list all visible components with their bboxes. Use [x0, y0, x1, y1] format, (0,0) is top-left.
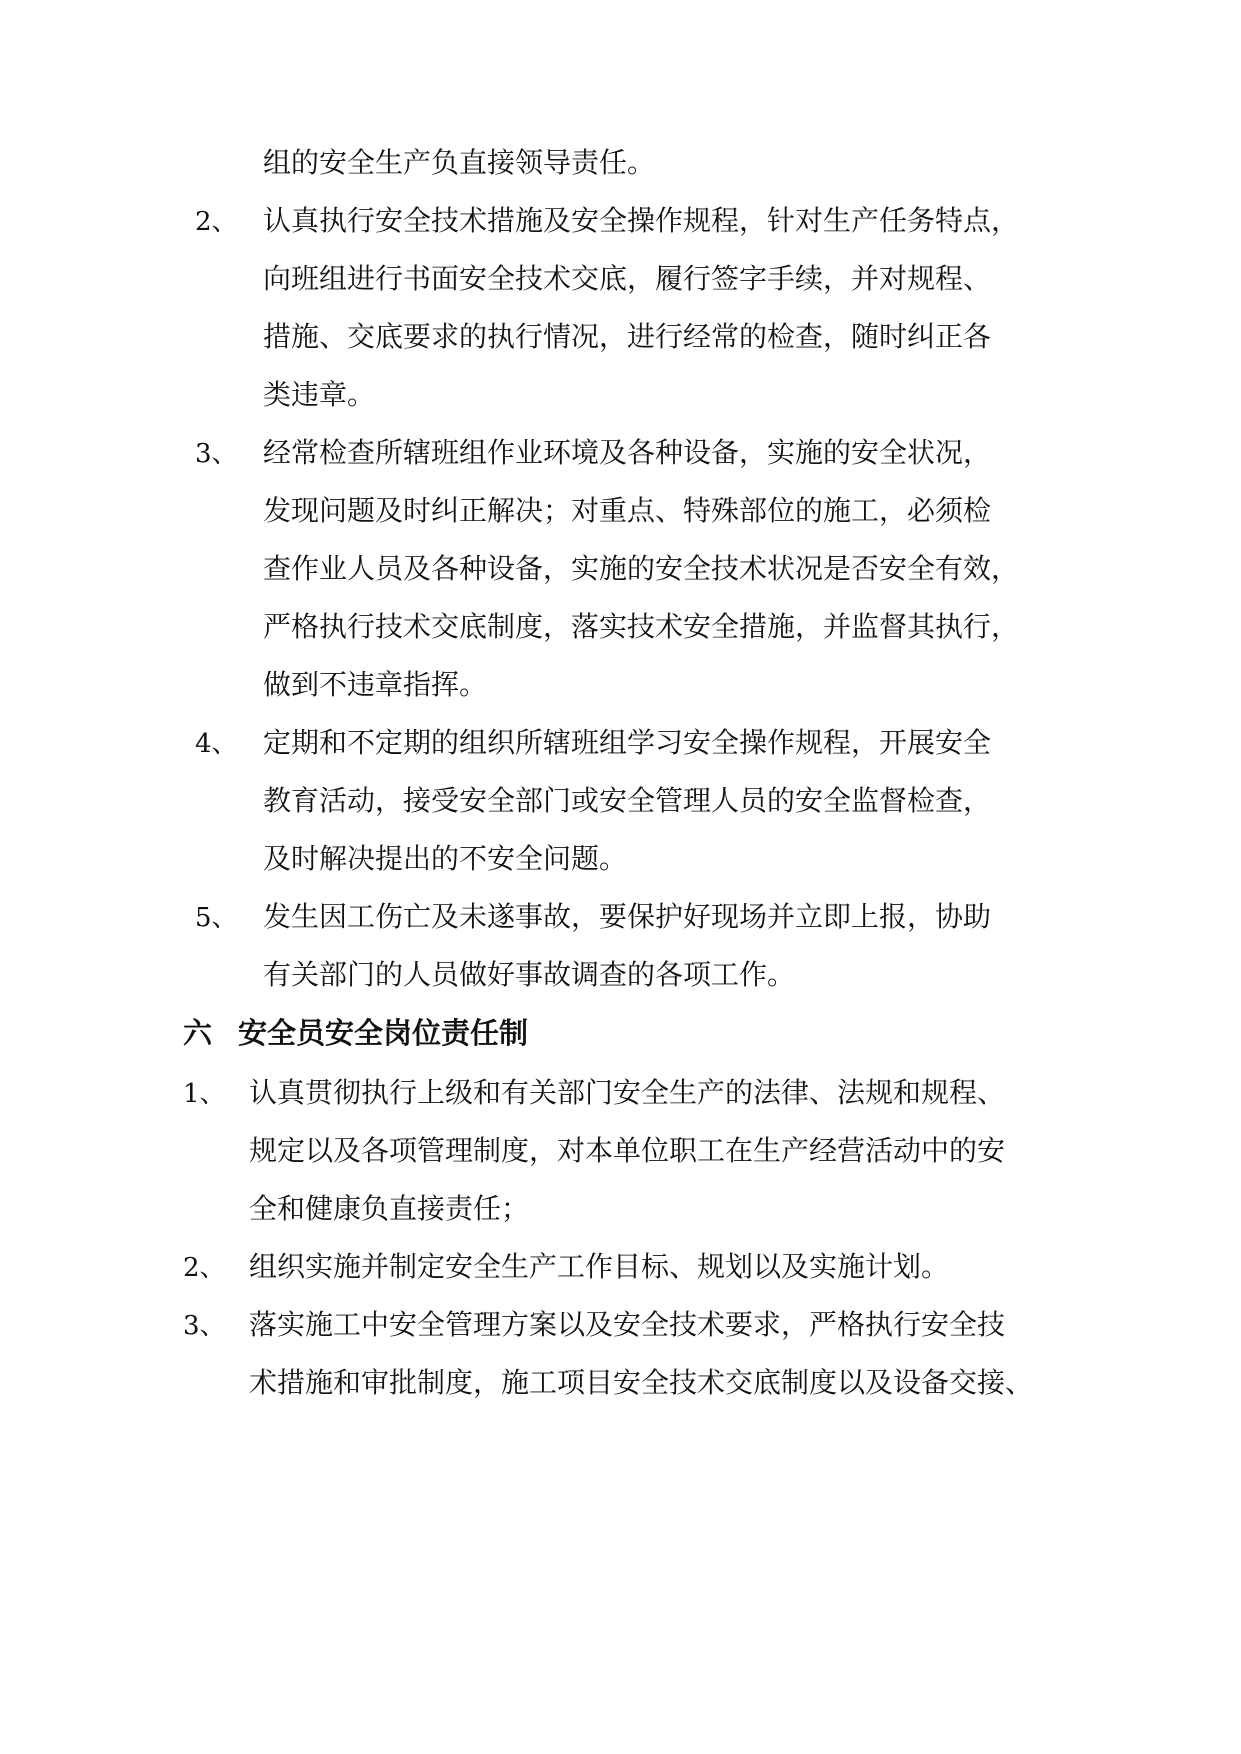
- paragraph-line: 向班组进行书面安全技术交底，履行签字手续，并对规程、: [263, 262, 992, 295]
- paragraph-line: 教育活动，接受安全部门或安全管理人员的安全监督检查，: [263, 784, 992, 817]
- item-number: 2、: [195, 207, 238, 237]
- paragraph-line: 查作业人员及各种设备，实施的安全技术状况是否安全有效，: [263, 552, 1020, 585]
- paragraph-line: 定期和不定期的组织所辖班组学习安全操作规程，开展安全: [263, 726, 992, 759]
- paragraph-line: 严格执行技术交底制度，落实技术安全措施，并监督其执行，: [263, 610, 1020, 643]
- section-heading-number: 六: [183, 1016, 213, 1050]
- paragraph-line: 经常检查所辖班组作业环境及各种设备，实施的安全状况，: [263, 436, 992, 469]
- item-number: 5、: [195, 903, 238, 933]
- paragraph-line: 组的安全生产负直接领导责任。: [263, 146, 656, 179]
- paragraph-line: 有关部门的人员做好事故调查的各项工作。: [263, 958, 796, 991]
- item-number: 3、: [183, 1311, 226, 1341]
- paragraph-line: 落实施工中安全管理方案以及安全技术要求，严格执行安全技: [249, 1308, 1006, 1341]
- paragraph-line: 措施、交底要求的执行情况，进行经常的检查，随时纠正各: [263, 320, 992, 353]
- paragraph-line: 全和健康负直接责任；: [249, 1192, 530, 1225]
- item-number: 2、: [183, 1253, 226, 1283]
- section-heading-text: 安全员安全岗位责任制: [238, 1016, 529, 1050]
- paragraph-line: 认真执行安全技术措施及安全操作规程，针对生产任务特点，: [263, 204, 1020, 237]
- paragraph-line: 发现问题及时纠正解决；对重点、特殊部位的施工，必须检: [263, 494, 992, 527]
- paragraph-line: 类违章。: [263, 378, 376, 411]
- paragraph-line: 规定以及各项管理制度，对本单位职工在生产经营活动中的安: [249, 1134, 1006, 1167]
- paragraph-line: 做到不违章指挥。: [263, 668, 488, 701]
- item-number: 4、: [195, 729, 238, 759]
- paragraph-line: 术措施和审批制度，施工项目安全技术交底制度以及设备交接、: [249, 1366, 1034, 1399]
- paragraph-line: 发生因工伤亡及未遂事故，要保护好现场并立即上报，协助: [263, 900, 992, 933]
- paragraph-line: 组织实施并制定安全生产工作目标、规划以及实施计划。: [249, 1250, 950, 1283]
- paragraph-line: 认真贯彻执行上级和有关部门安全生产的法律、法规和规程、: [249, 1076, 1006, 1109]
- item-number: 1、: [183, 1079, 226, 1109]
- item-number: 3、: [195, 439, 238, 469]
- paragraph-line: 及时解决提出的不安全问题。: [263, 842, 628, 875]
